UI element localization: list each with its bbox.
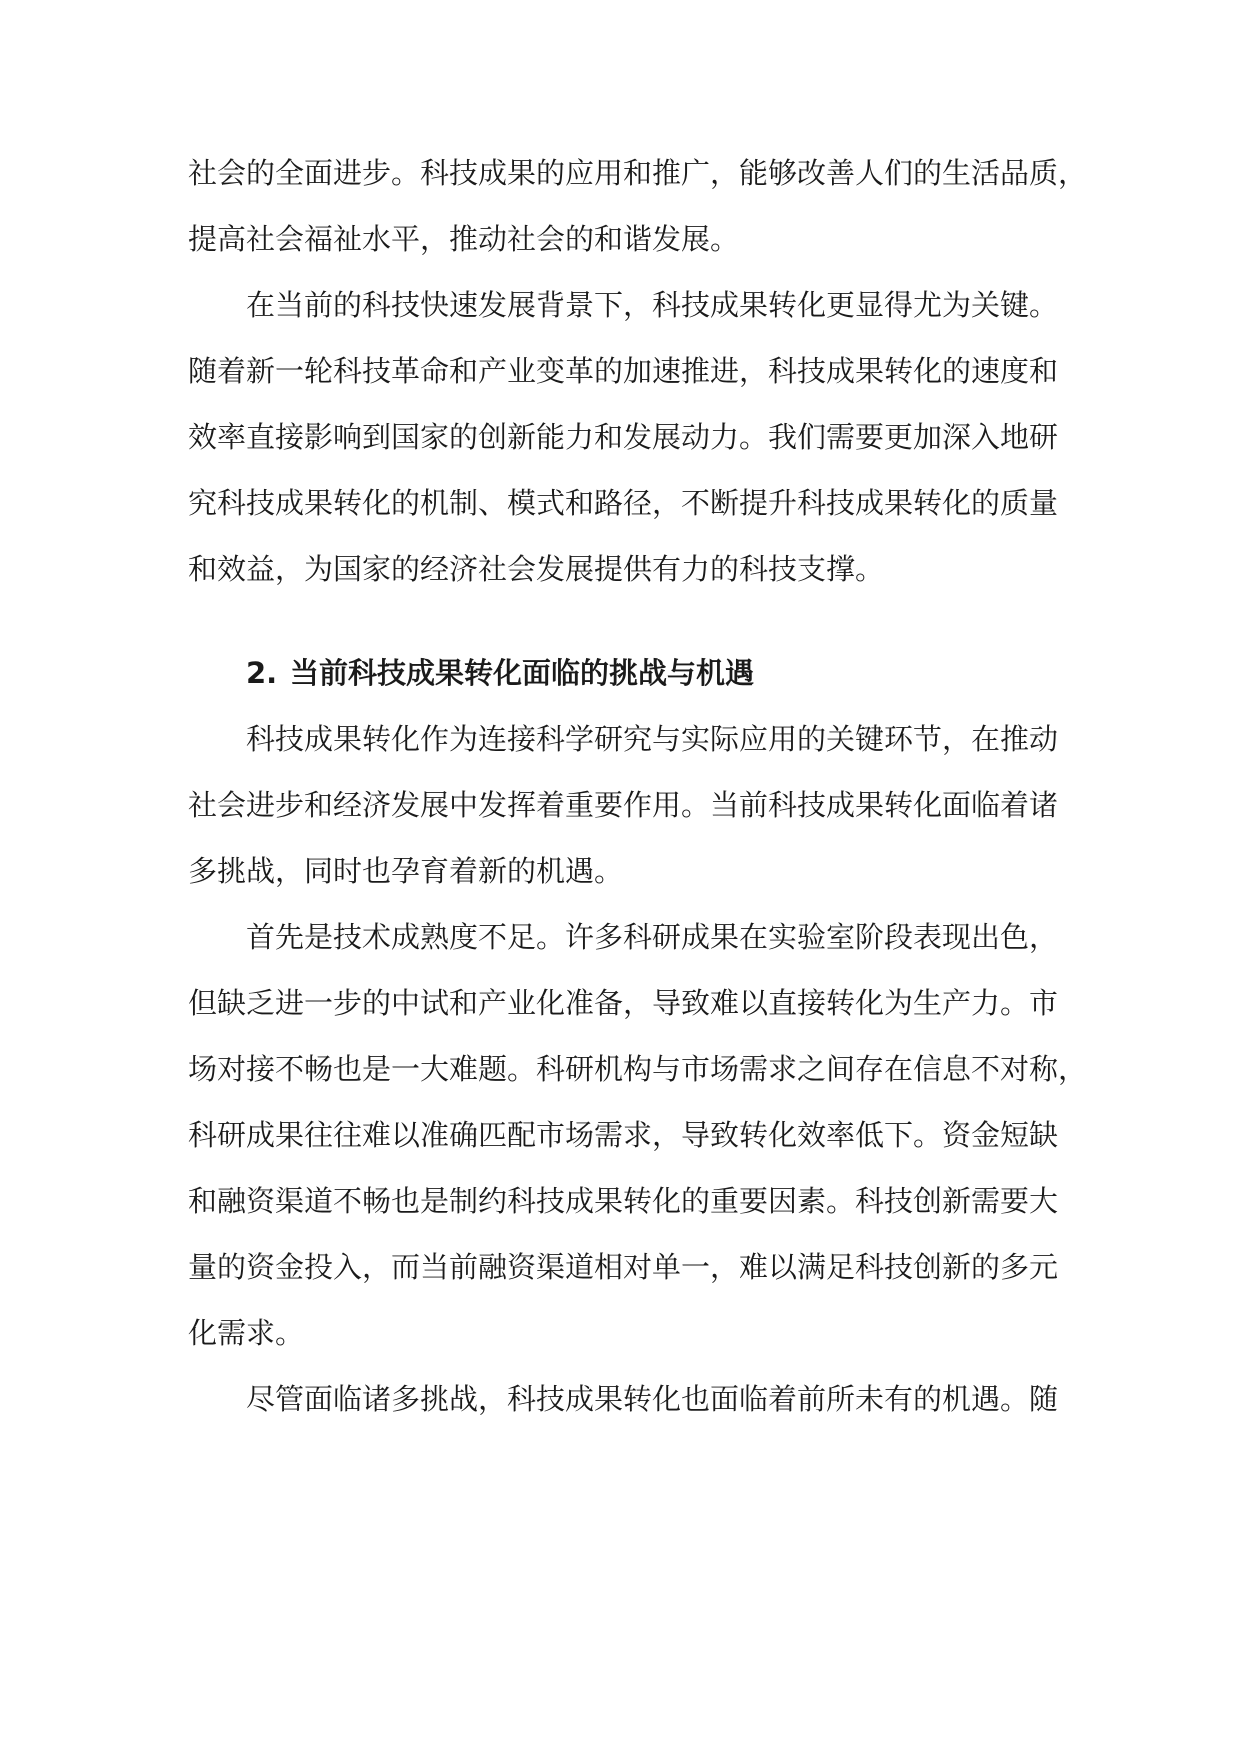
text-line: 社会进步和经济发展中发挥着重要作用。当前科技成果转化面临着诸 — [188, 788, 1059, 822]
text-line: 量的资金投入，而当前融资渠道相对单一，难以满足科技创新的多元 — [188, 1250, 1059, 1284]
text-line: 效率直接影响到国家的创新能力和发展动力。我们需要更加深入地研 — [188, 420, 1059, 454]
paragraph — [188, 1366, 1058, 1432]
text-line: 和效益，为国家的经济社会发展提供有力的科技支撑。 — [188, 552, 885, 586]
text-line: 在当前的科技快速发展背景下，科技成果转化更显得尤为关键。 — [246, 288, 1059, 322]
paragraph — [188, 272, 1058, 602]
section-number: 2. — [246, 656, 278, 690]
text-line: 尽管面临诸多挑战，科技成果转化也面临着前所未有的机遇。随 — [246, 1382, 1059, 1416]
text-line: 但缺乏进一步的中试和产业化准备，导致难以直接转化为生产力。市 — [188, 986, 1059, 1020]
text-line: 究科技成果转化的机制、模式和路径，不断提升科技成果转化的质量 — [188, 486, 1059, 520]
section-heading — [188, 640, 1058, 706]
text-line: 提高社会福祉水平，推动社会的和谐发展。 — [188, 222, 740, 256]
section-title: 当前科技成果转化面临的挑战与机遇 — [290, 656, 755, 690]
text-line: 随着新一轮科技革命和产业变革的加速推进，科技成果转化的速度和 — [188, 354, 1059, 388]
text-line: 科研成果往往难以准确匹配市场需求，导致转化效率低下。资金短缺 — [188, 1118, 1059, 1152]
paragraph — [188, 904, 1088, 1366]
paragraph — [188, 706, 1058, 904]
text-line: 化需求。 — [188, 1316, 305, 1350]
document-page — [188, 140, 1088, 1432]
text-line: 和融资渠道不畅也是制约科技成果转化的重要因素。科技创新需要大 — [188, 1184, 1059, 1218]
section-spacer — [188, 602, 1058, 640]
text-line: 社会的全面进步。科技成果的应用和推广，能够改善人们的生活品质， — [188, 156, 1088, 190]
text-line: 首先是技术成熟度不足。许多科研成果在实验室阶段表现出色， — [246, 920, 1059, 954]
text-line: 科技成果转化作为连接科学研究与实际应用的关键环节，在推动 — [246, 722, 1059, 756]
text-line: 场对接不畅也是一大难题。科研机构与市场需求之间存在信息不对称， — [188, 1052, 1088, 1086]
paragraph — [188, 140, 1088, 272]
text-line: 多挑战，同时也孕育着新的机遇。 — [188, 854, 624, 888]
